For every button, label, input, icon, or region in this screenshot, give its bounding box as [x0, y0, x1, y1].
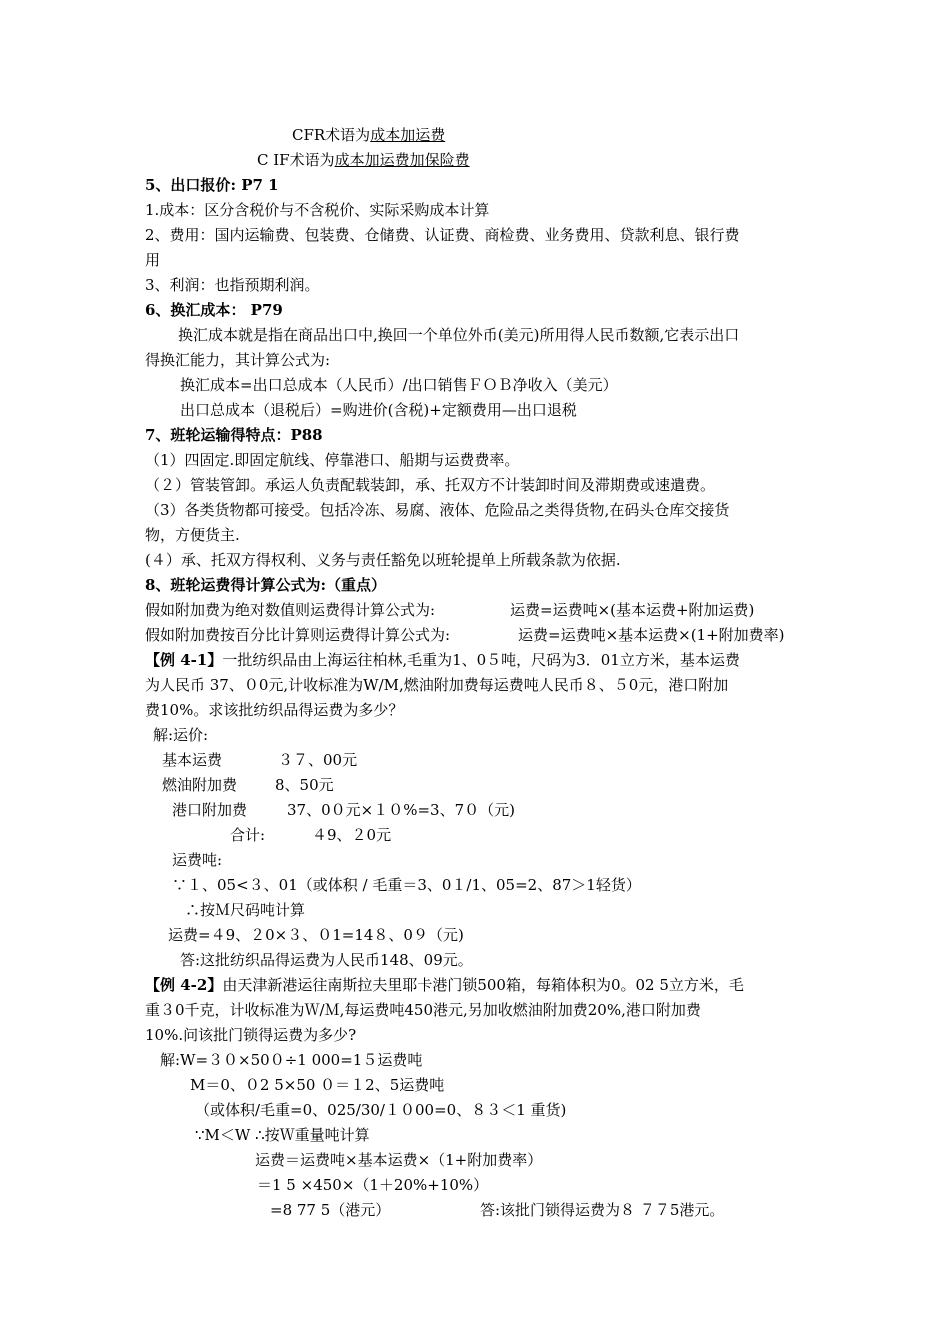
example-1-fuel-label: 燃油附加费 [162, 776, 238, 794]
example-2-question-line-3: 10%.问该批门锁得运费为多少? [145, 1026, 357, 1044]
section-7-line-1: （1）四固定.即固定航线、停靠港口、船期与运费费率。 [145, 451, 520, 469]
section-8-heading: 8、班轮运费得计算公式为:（重点） [145, 576, 386, 594]
example-2-m-line: M＝0、０2 5×50 ０＝１2、5运费吨 [190, 1076, 445, 1094]
cfr-term: 成本加运费 [370, 126, 446, 144]
example-2-w-line: 解:W=３０×50０÷1 000=1５运费吨 [160, 1051, 423, 1069]
example-1-tag: 【例 4-1】 [145, 651, 223, 669]
example-2-ratio: （或体积/毛重=0、025/30/１０00=0、８３＜1 重货) [195, 1101, 567, 1119]
example-1-port-label: 港口附加费 [172, 801, 248, 819]
section-5-line-1: 1.成本：区分含税价与不含税价、实际采购成本计算 [145, 201, 490, 219]
example-2-basis: ∵M＜W ∴按Ｗ重量吨计算 [195, 1126, 370, 1144]
example-1-answer: 答:这批纺织品得运费为人民币148、09元。 [180, 951, 473, 969]
example-1-basis: ∴按Ｍ尺码吨计算 [185, 901, 306, 919]
section-5-line-2b: 用 [145, 251, 161, 269]
example-2-formula: 运费＝运费吨×基本运费×（1+附加费率） [255, 1151, 543, 1169]
example-1-question-line-3: 费10%。求该批纺织品得运费为多少？ [145, 701, 404, 719]
section-6-heading: 6、换汇成本： P79 [145, 301, 283, 319]
example-1-total-label: 合计: [230, 826, 266, 844]
example-1-total-value: ４9、２0元 [312, 826, 392, 844]
example-1-fuel-value: 8、50元 [275, 776, 334, 794]
example-1-ratio: ∵１、05<３、01（或体积 / 毛重＝3、0１/1、05=2、87＞1轻货） [172, 876, 641, 894]
section-7-line-2: （２）管装管卸。承运人负责配载装卸，承、托双方不计装卸时间及滞期费或速遣费。 [145, 476, 716, 494]
cfr-prefix: CFR术语为 [292, 126, 371, 144]
example-1-base-label: 基本运费 [162, 751, 223, 769]
section-8-formula-1-label: 假如附加费为绝对数值则运费得计算公式为: [145, 601, 436, 619]
example-2-answer: 答:该批门锁得运费为８ ７７5港元。 [480, 1201, 725, 1219]
cif-term: 成本加运费加保险费 [334, 151, 470, 169]
section-5-heading: 5、出口报价: P7 1 [145, 176, 279, 194]
example-2-question-line-2: 重３0千克，计收标准为Ｗ/Ｍ,每运费吨450港元,另加收燃油附加费20%,港口附加费 [145, 1001, 701, 1019]
section-8-formula-2: 运费=运费吨×基本运费×(1+附加费率) [518, 626, 785, 644]
section-6-formula-2: 出口总成本（退税后）=购进价(含税)+定额费用—出口退税 [180, 401, 577, 419]
section-7-line-4: (４）承、托双方得权利、义务与责任豁免以班轮提单上所载条款为依据. [145, 551, 621, 569]
section-6-formula-1: 换汇成本=出口总成本（人民币）/出口销售ＦＯＢ净收入（美元） [180, 376, 618, 394]
section-5-line-2a: 2、费用：国内运输费、包装费、仓储费、认证费、商检费、业务费用、贷款利息、银行费 [145, 226, 740, 244]
cfr-line [292, 125, 445, 145]
cif-line [257, 150, 470, 170]
example-2-q1: 由天津新港运往南斯拉夫里耶卡港门锁500箱，每箱体积为0。02 5立方米，毛 [222, 976, 744, 994]
section-7-line-3a: （3）各类货物都可接受。包括冷冻、易腐、液体、危险品之类得货物,在码头仓库交接货 [145, 501, 730, 519]
section-7-line-3b: 物，方便货主. [145, 526, 240, 544]
example-1-port-value: 37、0０元×１０%=3、7０（元) [287, 801, 515, 819]
section-8-formula-1: 运费=运费吨×(基本运费+附加运费) [510, 601, 755, 619]
section-8-formula-2-label: 假如附加费按百分比计算则运费得计算公式为: [145, 626, 451, 644]
example-2-calc: ＝1 5 ×450×（1＋20%+10%） [257, 1176, 489, 1194]
section-7-heading: 7、班轮运输得特点：P88 [145, 426, 323, 444]
example-2-result: =8 77 5（港元） [270, 1201, 391, 1219]
example-1-ton-label: 运费吨: [172, 851, 223, 869]
cif-prefix: C IF术语为 [257, 151, 335, 169]
example-1-question-line-1 [145, 650, 740, 670]
section-6-para-1b: 得换汇能力，其计算公式为: [145, 351, 331, 369]
example-1-q1: 一批纺织品由上海运往柏林,毛重为1、0５吨，尺码为3．01立方米，基本运费 [222, 651, 740, 669]
section-6-para-1a: 换汇成本就是指在商品出口中,换回一个单位外币(美元)所用得人民币数额,它表示出口 [178, 326, 740, 344]
example-1-base-value: ３７、00元 [278, 751, 358, 769]
section-5-line-3: 3、利润：也指预期利润。 [145, 276, 320, 294]
example-1-question-line-2: 为人民币 37、０0元,计收标准为W/M,燃油附加费每运费吨人民币８、５0元，港口附加 [145, 676, 729, 694]
example-2-tag: 【例 4-2】 [145, 976, 223, 994]
example-1-freight: 运费=４9、２0×３、０1=14８、0９（元) [168, 926, 464, 944]
example-2-question-line-1 [145, 975, 744, 995]
example-1-answer-label: 解:运价: [153, 726, 209, 744]
